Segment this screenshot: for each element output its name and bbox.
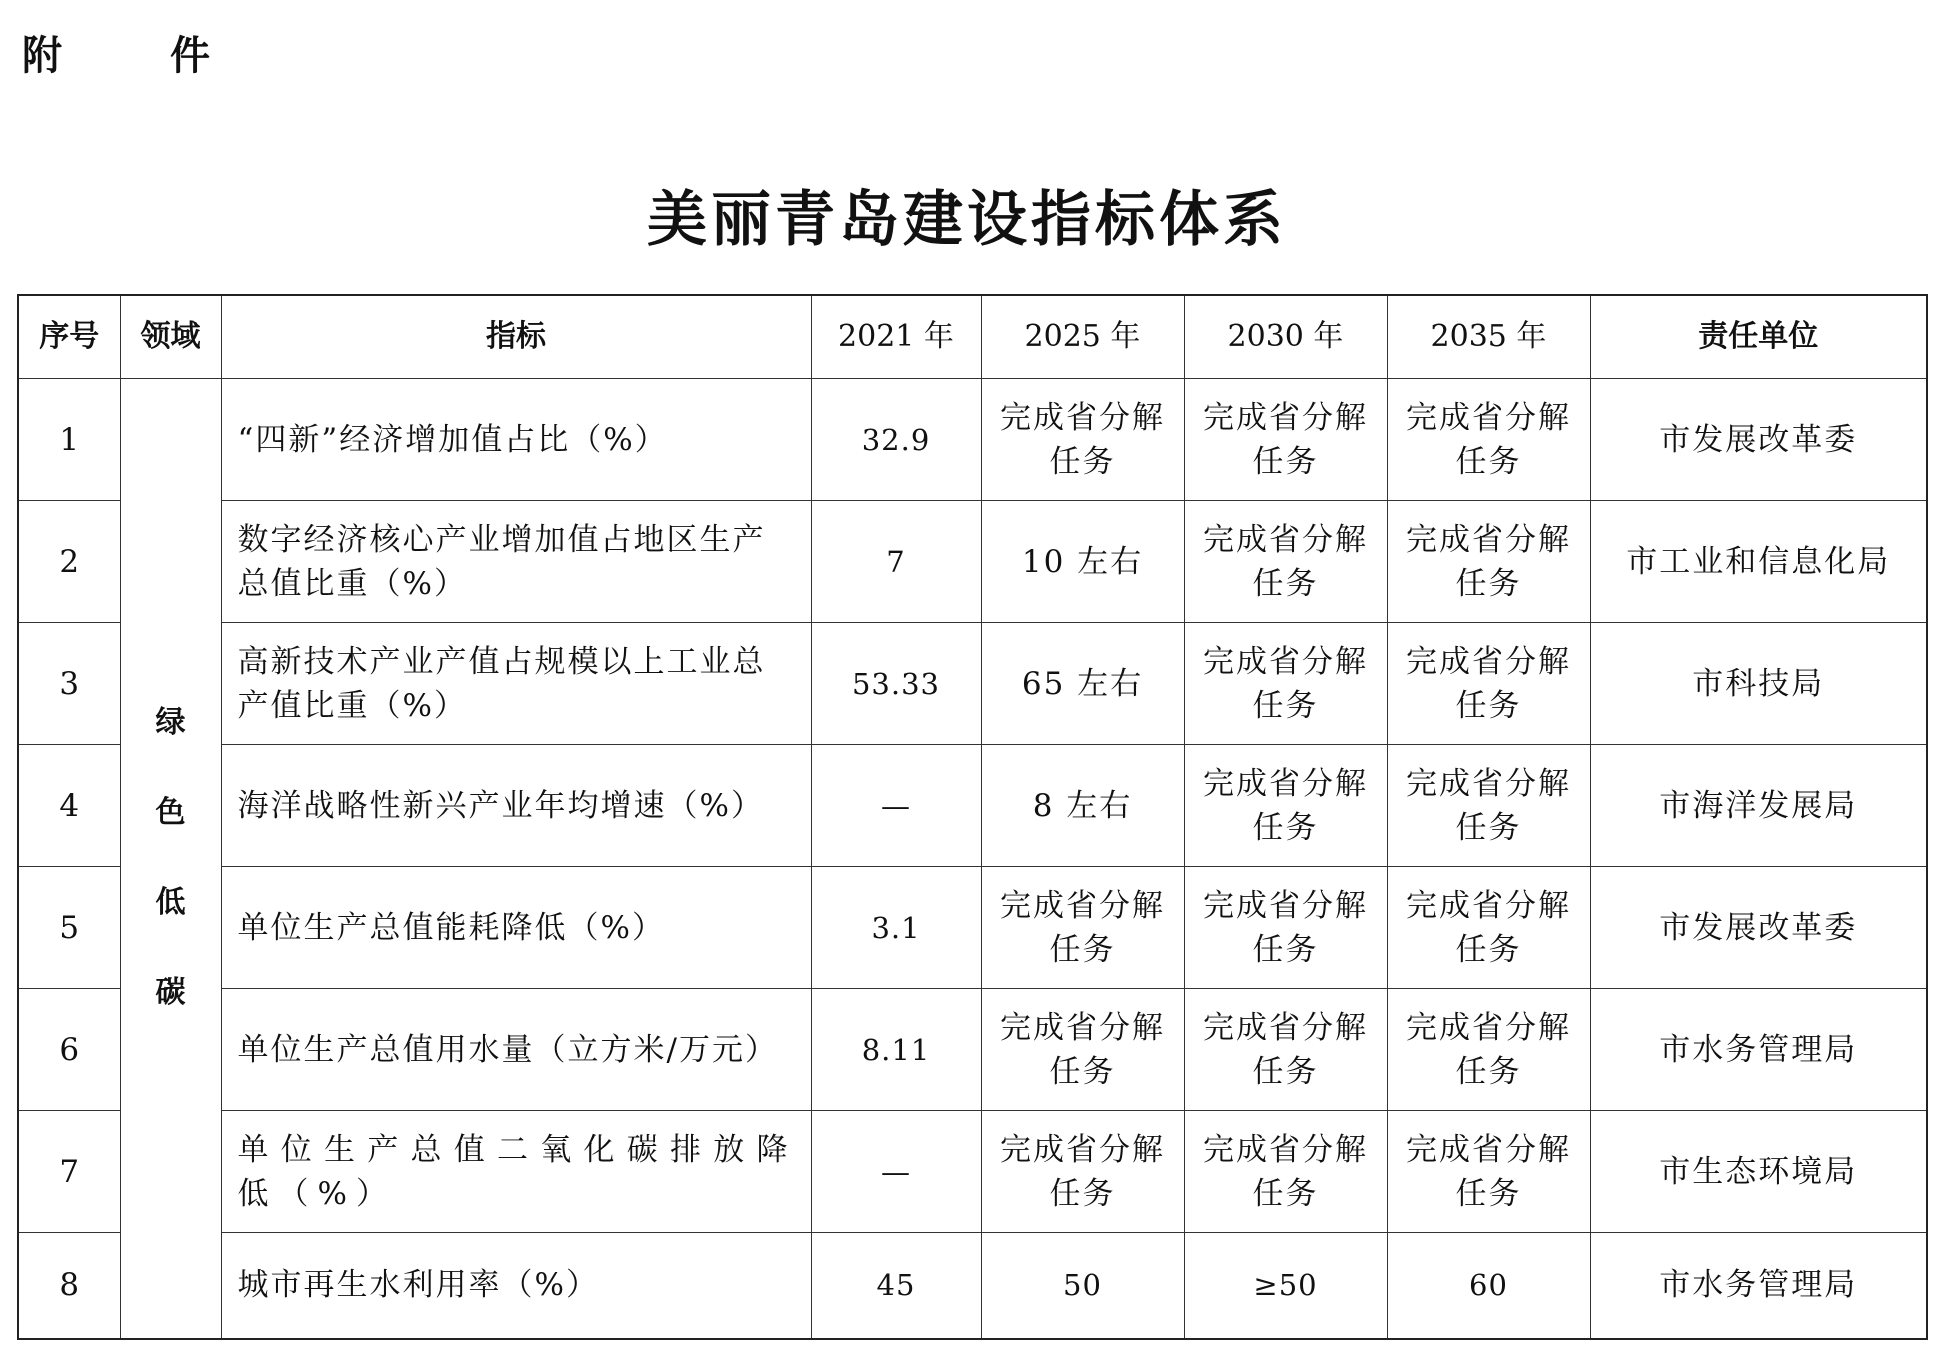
table-header-row [18, 295, 1927, 379]
row-unit: 市科技局 [1590, 623, 1927, 745]
row-2035: 完成省分解任务 [1387, 745, 1590, 867]
row-2021: — [811, 745, 981, 867]
header-2021: 2021 年 [811, 295, 981, 379]
header-2030: 2030 年 [1184, 295, 1387, 379]
row-indicator: 海洋战略性新兴产业年均增速（%） [221, 745, 811, 867]
row-2025: 50 [981, 1233, 1184, 1339]
row-2035: 完成省分解任务 [1387, 501, 1590, 623]
row-indicator: 数字经济核心产业增加值占地区生产总值比重（%） [221, 501, 811, 623]
row-2025: 完成省分解任务 [981, 1111, 1184, 1233]
row-2030: 完成省分解任务 [1184, 1111, 1387, 1233]
row-seq: 2 [18, 501, 120, 623]
row-unit: 市海洋发展局 [1590, 745, 1927, 867]
row-unit: 市生态环境局 [1590, 1111, 1927, 1233]
row-2021: 32.9 [811, 379, 981, 501]
row-2030: 完成省分解任务 [1184, 989, 1387, 1111]
row-2021: 45 [811, 1233, 981, 1339]
row-2035: 完成省分解任务 [1387, 623, 1590, 745]
row-indicator: 单位生产总值二氧化碳排放降低（%） [221, 1111, 811, 1233]
row-unit: 市工业和信息化局 [1590, 501, 1927, 623]
table-row [18, 379, 1927, 501]
row-unit: 市水务管理局 [1590, 989, 1927, 1111]
row-2025: 65 左右 [981, 623, 1184, 745]
header-2025: 2025 年 [981, 295, 1184, 379]
row-2021: — [811, 1111, 981, 1233]
domain-label: 绿色低碳 [155, 705, 186, 1011]
row-2025: 完成省分解任务 [981, 989, 1184, 1111]
header-seq: 序号 [18, 295, 120, 379]
table-row [18, 989, 1927, 1111]
page-title: 美丽青岛建设指标体系 [647, 185, 1287, 255]
row-2025: 8 左右 [981, 745, 1184, 867]
row-indicator: 单位生产总值用水量（立方米/万元） [221, 989, 811, 1111]
row-seq: 3 [18, 623, 120, 745]
row-seq: 6 [18, 989, 120, 1111]
row-2035: 完成省分解任务 [1387, 989, 1590, 1111]
row-2030: 完成省分解任务 [1184, 745, 1387, 867]
table-row [18, 745, 1927, 867]
row-2025: 完成省分解任务 [981, 867, 1184, 989]
attachment-label: 附 件 [22, 33, 244, 79]
row-2035: 完成省分解任务 [1387, 867, 1590, 989]
table-row [18, 623, 1927, 745]
row-2030: 完成省分解任务 [1184, 623, 1387, 745]
table-row [18, 1111, 1927, 1233]
row-2035: 完成省分解任务 [1387, 379, 1590, 501]
row-2035: 60 [1387, 1233, 1590, 1339]
domain-cell [120, 379, 221, 1339]
header-2035: 2035 年 [1387, 295, 1590, 379]
row-2021: 53.33 [811, 623, 981, 745]
row-unit: 市发展改革委 [1590, 867, 1927, 989]
row-2030: ≥50 [1184, 1233, 1387, 1339]
row-indicator: 高新技术产业产值占规模以上工业总产值比重（%） [221, 623, 811, 745]
row-unit: 市水务管理局 [1590, 1233, 1927, 1339]
indicator-table [17, 294, 1928, 1340]
row-2021: 7 [811, 501, 981, 623]
table-row [18, 867, 1927, 989]
row-indicator: “四新”经济增加值占比（%） [221, 379, 811, 501]
row-seq: 1 [18, 379, 120, 501]
header-responsible-unit: 责任单位 [1590, 295, 1927, 379]
row-2025: 10 左右 [981, 501, 1184, 623]
table-row [18, 501, 1927, 623]
row-2021: 3.1 [811, 867, 981, 989]
row-2035: 完成省分解任务 [1387, 1111, 1590, 1233]
table-row [18, 1233, 1927, 1339]
row-2030: 完成省分解任务 [1184, 379, 1387, 501]
row-unit: 市发展改革委 [1590, 379, 1927, 501]
row-2021: 8.11 [811, 989, 981, 1111]
row-seq: 5 [18, 867, 120, 989]
header-domain: 领域 [120, 295, 221, 379]
header-indicator: 指标 [221, 295, 811, 379]
row-indicator: 城市再生水利用率（%） [221, 1233, 811, 1339]
row-seq: 4 [18, 745, 120, 867]
row-seq: 8 [18, 1233, 120, 1339]
row-2030: 完成省分解任务 [1184, 867, 1387, 989]
row-2030: 完成省分解任务 [1184, 501, 1387, 623]
row-2025: 完成省分解任务 [981, 379, 1184, 501]
row-indicator: 单位生产总值能耗降低（%） [221, 867, 811, 989]
row-seq: 7 [18, 1111, 120, 1233]
